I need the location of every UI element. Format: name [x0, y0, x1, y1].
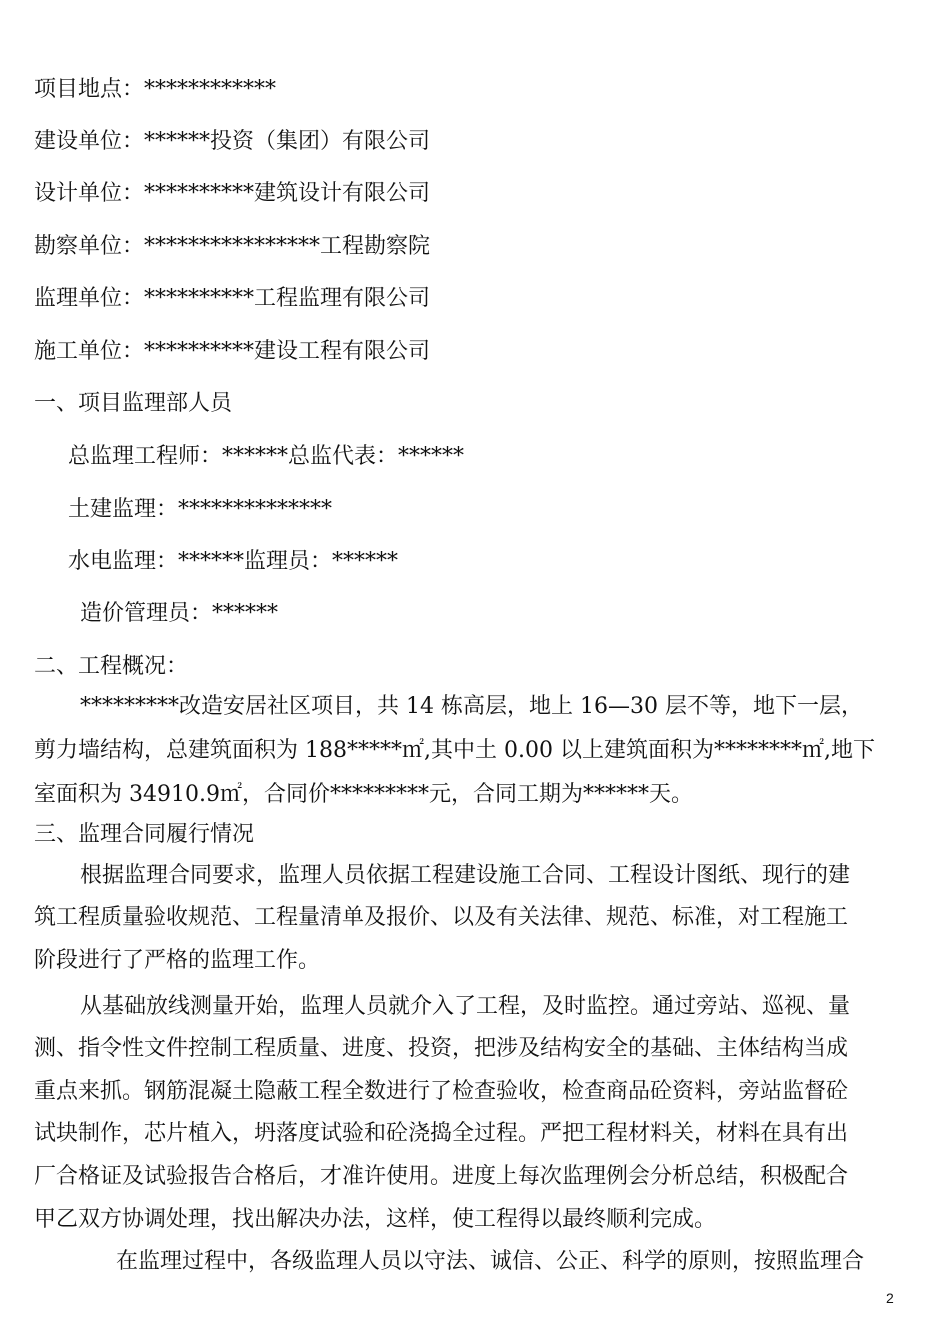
project-location: 项目地点：************	[34, 77, 277, 102]
supervision-unit: 监理单位：**********工程监理有限公司	[34, 286, 431, 311]
staff-line: 总监理工程师：******总监代表：******	[68, 444, 465, 469]
paragraph-line: 厂合格证及试验报告合格后，才准许使用。进度上每次监理例会分析总结，积极配合	[34, 1164, 849, 1189]
overview-line: *********改造安居社区项目，共 14 栋高层，地上 16—30 层不等，地下一层，	[80, 694, 863, 719]
paragraph-line: 筑工程质量验收规范、工程量清单及报价、以及有关法律、规范、标准，对工程施工	[34, 905, 849, 930]
paragraph-line: 测、指令性文件控制工程质量、进度、投资，把涉及结构安全的基础、主体结构当成	[34, 1036, 849, 1061]
paragraph-line: 阶段进行了严格的监理工作。	[34, 948, 321, 973]
design-unit: 设计单位：**********建筑设计有限公司	[34, 181, 431, 206]
section-heading-contract: 三、监理合同履行情况	[34, 822, 255, 847]
paragraph-line: 甲乙双方协调处理，找出解决办法，这样，使工程得以最终顺利完成。	[34, 1207, 717, 1232]
paragraph-line: 在监理过程中，各级监理人员以守法、诚信、公正、科学的原则，按照监理合	[116, 1249, 865, 1274]
staff-line: 水电监理：******监理员：******	[68, 549, 399, 574]
section-heading-overview: 二、工程概况：	[34, 654, 189, 679]
paragraph-line: 根据监理合同要求，监理人员依据工程建设施工合同、工程设计图纸、现行的建	[80, 863, 851, 888]
survey-unit: 勘察单位：****************工程勘察院	[34, 234, 431, 259]
overview-line: 室面积为 34910.9㎡，合同价*********元，合同工期为******天。	[34, 782, 693, 807]
page-number: 2	[886, 1290, 894, 1306]
staff-line: 土建监理：**************	[68, 497, 333, 522]
section-heading-staff: 一、项目监理部人员	[34, 391, 233, 416]
paragraph-line: 重点来抓。钢筋混凝土隐蔽工程全数进行了检查验收，检查商品砼资料，旁站监督砼	[34, 1079, 849, 1104]
paragraph-line: 从基础放线测量开始，监理人员就介入了工程，及时监控。通过旁站、巡视、量	[80, 994, 851, 1019]
construction-unit: 施工单位：**********建设工程有限公司	[34, 339, 431, 364]
paragraph-line: 试块制作，芯片植入，坍落度试验和砼浇捣全过程。严把工程材料关，材料在具有出	[34, 1121, 849, 1146]
owner-unit: 建设单位：******投资（集团）有限公司	[34, 129, 431, 154]
staff-line: 造价管理员：******	[80, 601, 279, 626]
overview-line: 剪力墙结构，总建筑面积为 188*****㎡,其中土 0.00 以上建筑面积为********㎡,地下	[34, 738, 875, 763]
